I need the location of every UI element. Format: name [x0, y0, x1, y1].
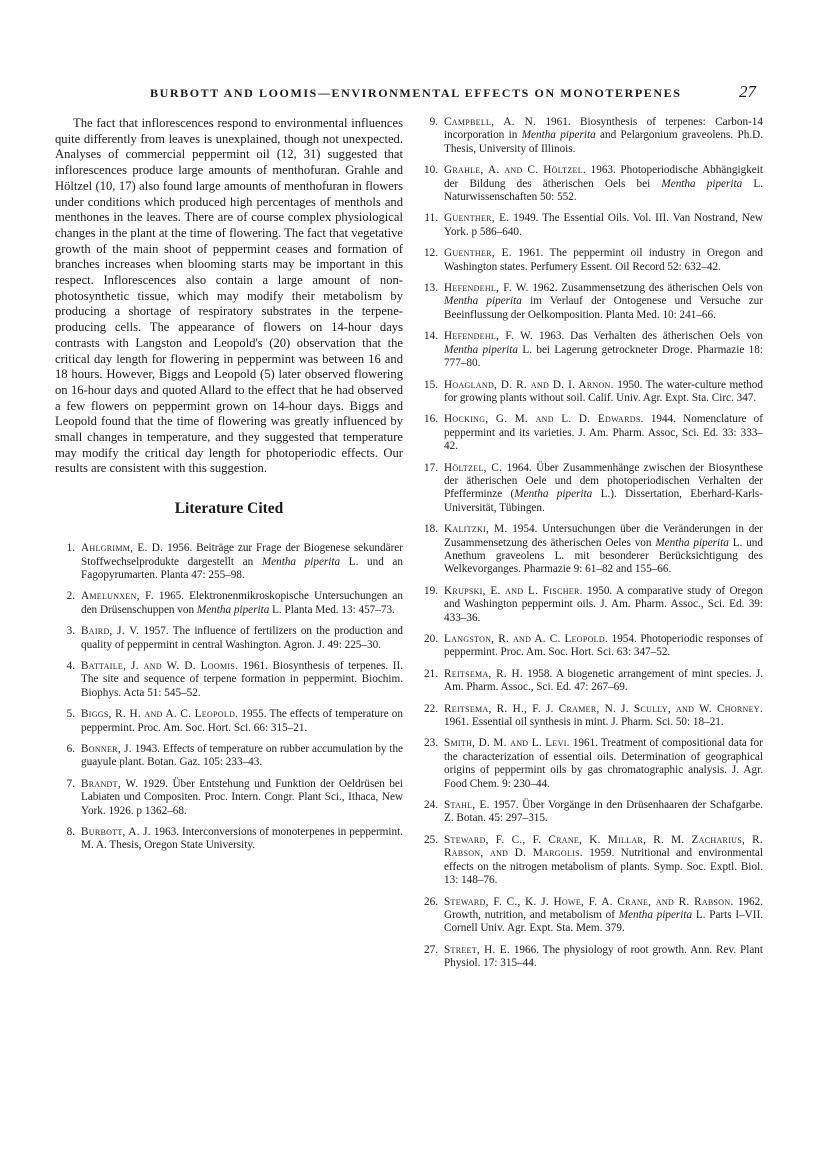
- reference-text: 1958. A biogenetic arrangement of mint species. J. Am. Pharm. Assoc., Sci. Ed. 47: 267–69.: [444, 667, 764, 694]
- reference-text: 1966. The physiology of root growth. Ann. Rev. Plant Physiol. 17: 315–44.: [444, 943, 763, 970]
- reference-text: 1950. The water-culture method for growing plants without soil. Calif. Univ. Agr. Expt. Sta. Circ. 347.: [444, 378, 763, 404]
- reference-text: 1961. The peppermint oil industry in Oregon and Washington states. Perfumery Essent. Oil Record 52: 632–42.: [444, 247, 763, 273]
- reference-number: 1.: [66, 542, 75, 555]
- reference-number: 20.: [424, 633, 438, 645]
- reference-italic: Mentha piperita: [444, 295, 522, 308]
- reference-number: 25.: [424, 833, 438, 846]
- reference-author: Biggs, R. H. and A. C. Leopold.: [81, 708, 239, 721]
- page-header: [150, 82, 756, 108]
- reference-item: [418, 668, 763, 695]
- reference-text: 1954. Untersuchungen über die Veränderungen in der Zusammensetzung des ätherischen Oeles von: [444, 523, 763, 549]
- reference-number: 5.: [66, 708, 75, 721]
- reference-number: 21.: [424, 667, 438, 680]
- reference-author: Brandt, W.: [81, 777, 139, 790]
- reference-text: L. Naturwissenschaften 50: 552.: [444, 177, 763, 204]
- reference-text: 1962. Zusammensetzung des ätherischen Oels von: [528, 282, 763, 295]
- reference-number: 26.: [424, 895, 438, 908]
- reference-text: 1961. Biosynthesis of terpenes: Carbon-14 incorporation in: [444, 116, 763, 142]
- reference-number: 22.: [424, 702, 438, 715]
- reference-number: 16.: [424, 413, 438, 426]
- reference-author: Steward, F. C., F. Crane, K. Millar, R. M. Zacharius, R. Rabson, and D. Margolis.: [444, 833, 763, 860]
- reference-text: 1954. Photoperiodic responses of peppermint. Proc. Am. Soc. Hort. Sci. 63: 347–52.: [444, 633, 763, 659]
- references-left: [55, 542, 403, 853]
- reference-text: 1963. Interconversions of monoterpenes in peppermint. M. A. Thesis, Oregon State University.: [81, 826, 403, 852]
- reference-author: Langston, R. and A. C. Leopold.: [444, 633, 609, 645]
- right-column: [418, 116, 763, 979]
- reference-item: [55, 625, 403, 652]
- reference-number: 7.: [66, 777, 75, 790]
- reference-item: [418, 523, 763, 577]
- reference-item: [418, 282, 763, 322]
- reference-author: Kalitzki, M.: [444, 523, 508, 536]
- reference-number: 27.: [424, 943, 438, 956]
- reference-number: 17.: [424, 461, 438, 474]
- reference-author: Guenther, E.: [444, 212, 510, 225]
- reference-text: 1965. Elektronenmikroskopische Untersuchungen an den Drüsenschuppen von: [81, 590, 403, 616]
- reference-number: 8.: [66, 826, 75, 839]
- reference-text: L.). Dissertation, Eberhard-Karls-Universität, Tübingen.: [444, 488, 763, 514]
- reference-item: [55, 660, 403, 700]
- reference-text: 1957. Über Vorgänge in den Drüsenhaaren der Schafgarbe. Z. Botan. 45: 297–315.: [444, 799, 763, 825]
- reference-author: Burbott, A. J.: [81, 826, 151, 839]
- reference-number: 24.: [424, 799, 438, 812]
- reference-author: Stahl, E.: [444, 799, 490, 812]
- reference-author: Hocking, G. M. and L. D. Edwards.: [444, 413, 644, 426]
- reference-author: Reitsema, R. H.: [444, 667, 523, 680]
- reference-item: [55, 778, 403, 818]
- reference-number: 14.: [424, 330, 438, 343]
- reference-author: Amelunxen, F.: [81, 590, 154, 603]
- reference-text: 1961. Treatment of compositional data for the characterization of essential oils. Determination of geographical origins of peppermint oils by gas chromatographic analysis. J. Agr. Food Chem. 9: 230–44.: [444, 737, 763, 790]
- reference-author: Street, H. E.: [444, 943, 510, 956]
- reference-number: 11.: [424, 212, 438, 225]
- reference-item: [418, 116, 763, 156]
- running-head: BURBOTT AND LOOMIS—ENVIRONMENTAL EFFECTS ON MONOTERPENES: [150, 86, 682, 100]
- reference-author: Hefendehl, F. W.: [444, 282, 529, 295]
- reference-item: [418, 633, 763, 660]
- reference-number: 10.: [424, 164, 438, 177]
- reference-text: 1950. A comparative study of Oregon and Washington peppermint oils. J. Am. Pharm. Assoc., Sci. Ed. 39: 433–36.: [444, 584, 763, 624]
- reference-item: [418, 379, 763, 406]
- reference-text: 1949. The Essential Oils. Vol. III. Van Nostrand, New York. p 586–640.: [444, 212, 763, 238]
- reference-italic: Mentha piperita: [196, 603, 270, 616]
- reference-item: [418, 164, 763, 204]
- reference-text: 1961. Biosynthesis of terpenes. II. The site and sequence of terpene formation in peppermint. Biochim. Biophys. Acta 51: 545–52.: [81, 660, 403, 699]
- reference-item: [418, 896, 763, 936]
- reference-item: [418, 462, 763, 516]
- reference-italic: Mentha piperita: [661, 177, 743, 190]
- left-column: [55, 116, 403, 861]
- reference-italic: Mentha piperita: [514, 488, 593, 501]
- reference-text: 1961. Essential oil synthesis in mint. J. Pharm. Sci. 50: 18–21.: [444, 716, 724, 729]
- reference-text: 1944. Nomenclature of peppermint and its varieties. J. Am. Pharm. Assoc, Sci. Ed. 33: 333–42.: [444, 413, 764, 453]
- reference-author: Campbell, A. N.: [444, 116, 537, 128]
- reference-text: 1963. Photoperiodische Abhängigkeit der Bildung des ätherischen Oels bei: [444, 164, 763, 190]
- reference-author: Smith, D. M. and L. Levi.: [444, 737, 570, 750]
- reference-text: 1956. Beiträge zur Frage der Biogenese sekundärer Stoffwechselprodukte dargestellt an: [81, 542, 403, 568]
- reference-number: 18.: [424, 523, 438, 536]
- reference-item: [418, 944, 763, 971]
- reference-text: L. bei Lagerung getrockneter Droge. Pharmazie 18: 777–80.: [444, 343, 763, 370]
- reference-author: Hoagland, D. R. and D. I. Arnon.: [444, 378, 614, 391]
- reference-text: 1963. Das Verhalten des ätherischen Oels von: [533, 330, 763, 343]
- reference-number: 9.: [429, 116, 438, 128]
- reference-item: [418, 834, 763, 888]
- reference-text: L. und Anethum graveolens L. mit besonderer Berücksichtigung des Welkevorganges. Pharmazie 9: 61–82 and 155–66.: [444, 536, 763, 576]
- reference-number: 19.: [424, 584, 438, 597]
- reference-text: L. Parts I–VII. Cornell Univ. Agr. Expt. Sta. Mem. 379.: [444, 908, 763, 935]
- reference-item: [418, 212, 763, 239]
- reference-text: 1943. Effects of temperature on rubber accumulation by the guayule plant. Botan. Gaz. 105: 233–43.: [81, 743, 404, 769]
- reference-author: Reitsema, R. H., F. J. Cramer, N. J. Scully, and W. Chorney.: [444, 702, 763, 715]
- body-paragraph: The fact that inflorescences respond to environmental influences quite differently from leaves is unexplained, though not unexpected. Analyses of commercial peppermint oil (12, 31) suggested that inflorescences produce large amounts of menthofuran. Grahle and Höltzel (10, 17) also found large amounts of menthofuran in flowers under conditions which produced high percentages of menthols and menthones in the leaves. There are of course complex physiological changes in the plant at the time of flowering. The fact that vegetative growth of the main shoot of peppermint ceases and formation of branches increases when blooming starts may be important in this respect. Inflorescences also contain a large amount of non-photosynthetic tissue, which may modify their metabolism by producing a shortage of respiratory substrates in the terpene-producing cells. The appearance of flowers on 14-hour days contrasts with Langston and Leopold's (20) observation that the critical day length for flowering in peppermint was between 16 and 18 hours. However, Biggs and Leopold (5) later observed flowering on 16-hour days and quoted Allard to the effect that he had observed a few flowers on peppermint grown on 14-hour days. Biggs and Leopold found that the time of flowering was greatly influenced by small changes in temperature, and they suggested that temperature may modify the critical day length for photoperiodic effects. Our results are consistent with this suggestion.: [55, 116, 403, 476]
- reference-item: [418, 413, 763, 453]
- reference-author: Baird, J. V.: [81, 625, 140, 638]
- reference-text: and Pelargonium graveolens. Ph.D. Thesis, University of Illinois.: [444, 129, 763, 155]
- reference-author: Battaile, J. and W. D. Loomis.: [81, 660, 239, 673]
- reference-number: 12.: [424, 247, 438, 260]
- reference-text: 1962. Growth, nutrition, and metabolism of: [444, 895, 764, 921]
- reference-item: [418, 585, 763, 625]
- reference-item: [55, 708, 403, 735]
- reference-number: 3.: [66, 625, 75, 638]
- reference-item: [55, 542, 403, 582]
- reference-italic: Mentha piperita: [521, 129, 596, 142]
- reference-number: 13.: [424, 282, 438, 295]
- page-number: 27: [739, 82, 756, 101]
- reference-text: L. und an Fagopyrumarten. Planta 47: 255–98.: [81, 555, 403, 581]
- reference-text: 1929. Über Entstehung und Funktion der Oeldrüsen bei Labiaten und Compositen. Proc. Intern. Congr. Plant Sci., Ithaca, New York. 1926. p 1362–68.: [81, 777, 403, 817]
- reference-text: L. Planta Med. 13: 457–73.: [269, 603, 395, 616]
- reference-author: Grahle, A. and C. Höltzel.: [444, 164, 587, 177]
- reference-number: 2.: [66, 590, 75, 603]
- reference-item: [55, 826, 403, 853]
- reference-italic: Mentha piperita: [444, 343, 518, 356]
- reference-text: 1964. Über Zusammenhänge zwischen der Biosynthese der ätherischen Oele und dem photoperiodischen Verhalten der Pfefferminze (: [444, 461, 763, 501]
- reference-author: Krupski, E. and L. Fischer.: [444, 584, 583, 597]
- reference-item: [418, 330, 763, 370]
- reference-text: 1955. The effects of temperature on peppermint. Proc. Am. Soc. Hort. Sci. 66: 315–21.: [81, 708, 403, 734]
- reference-author: Guenther, E.: [444, 247, 512, 260]
- reference-italic: Mentha piperita: [655, 536, 729, 549]
- reference-author: Höltzel, C.: [444, 461, 503, 474]
- reference-item: [418, 799, 763, 826]
- reference-text: im Verlauf der Ontogenese und Versuche zur Beeinflussung der Oelkomposition. Planta Med. 10: 241–66.: [444, 295, 763, 321]
- section-title: Literature Cited: [174, 500, 284, 518]
- reference-number: 4.: [66, 660, 75, 673]
- reference-author: Bonner, J.: [81, 743, 132, 756]
- reference-italic: Mentha piperita: [618, 908, 693, 921]
- reference-item: [418, 737, 763, 791]
- reference-number: 6.: [66, 743, 75, 756]
- reference-item: [418, 703, 763, 730]
- reference-author: Ahlgrimm, E. D.: [81, 542, 164, 555]
- reference-text: 1959. Nutritional and environmental effects on the nitrogen metabolism of plants. Symp. Soc. Exptl. Biol. 13: 148–76.: [444, 847, 763, 887]
- reference-author: Steward, F. C., K. J. Howe, F. A. Crane, and R. Rabson.: [444, 895, 734, 908]
- reference-author: Hefendehl, F. W.: [444, 330, 534, 343]
- reference-italic: Mentha piperita: [261, 555, 341, 568]
- references-right: [418, 116, 763, 971]
- reference-number: 15.: [424, 378, 438, 391]
- reference-item: [418, 247, 763, 274]
- reference-item: [55, 743, 403, 770]
- reference-item: [55, 590, 403, 617]
- reference-text: 1957. The influence of fertilizers on the production and quality of peppermint in central Washington. Agron. J. 49: 225–30.: [81, 625, 404, 651]
- reference-number: 23.: [424, 737, 438, 750]
